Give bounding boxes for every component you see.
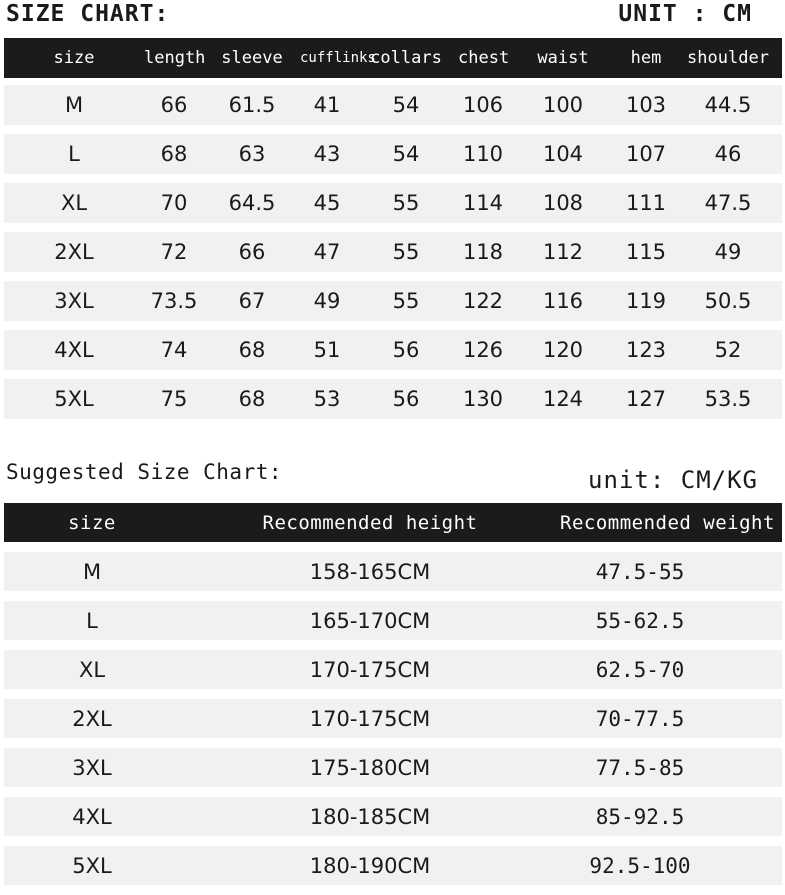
table-cell: 115 — [625, 240, 667, 264]
table-cell: 180-185CM — [309, 804, 431, 829]
table-cell: 46 — [714, 142, 742, 166]
table-cell: 2XL — [54, 240, 94, 264]
table-row — [4, 330, 782, 370]
table-cell: 77.5-85 — [595, 755, 685, 780]
table-cell: 49 — [313, 289, 341, 313]
table-cell: XL — [78, 657, 106, 682]
table-cell: 108 — [542, 191, 584, 215]
table-cell: 120 — [542, 338, 584, 362]
size-chart-header-row — [4, 38, 782, 78]
table-cell: 4XL — [72, 804, 112, 829]
header-waist: waist — [537, 48, 589, 68]
table-cell: 170-175CM — [309, 706, 431, 731]
table-cell: 41 — [313, 93, 341, 117]
table-row — [4, 846, 782, 885]
table-cell: 175-180CM — [309, 755, 431, 780]
suggested-chart-table — [4, 503, 782, 895]
table-cell: 56 — [392, 387, 420, 411]
table-row — [4, 183, 782, 223]
header-collars: collars — [370, 48, 442, 68]
table-cell: 118 — [462, 240, 504, 264]
table-cell: 170-175CM — [309, 657, 431, 682]
table-row — [4, 85, 782, 125]
table-cell: 64.5 — [228, 191, 276, 215]
header-recommended-height: Recommended height — [262, 511, 478, 534]
table-cell: 50.5 — [704, 289, 752, 313]
table-cell: 158-165CM — [309, 559, 431, 584]
header-recommended-weight: Recommended weight — [560, 511, 775, 534]
table-cell: 68 — [238, 387, 266, 411]
table-row — [4, 281, 782, 321]
table-cell: 63 — [238, 142, 266, 166]
table-cell: 70 — [160, 191, 188, 215]
header-chest: chest — [458, 48, 510, 68]
table-cell: 100 — [542, 93, 584, 117]
table-cell: 61.5 — [228, 93, 276, 117]
table-cell: 116 — [542, 289, 584, 313]
table-cell: 74 — [160, 338, 188, 362]
table-cell: 104 — [542, 142, 584, 166]
table-cell: 62.5-70 — [595, 657, 685, 682]
table-cell: 110 — [462, 142, 504, 166]
table-cell: 68 — [238, 338, 266, 362]
table-cell: 66 — [160, 93, 188, 117]
table-cell: 5XL — [54, 387, 94, 411]
table-cell: 49 — [714, 240, 742, 264]
table-cell: 47.5-55 — [595, 559, 685, 584]
table-cell: 75 — [160, 387, 188, 411]
table-cell: 43 — [313, 142, 341, 166]
table-row — [4, 232, 782, 272]
table-cell: XL — [60, 191, 88, 215]
table-cell: 72 — [160, 240, 188, 264]
table-cell: 130 — [462, 387, 504, 411]
header-size: size — [53, 48, 95, 68]
suggested-chart-title: Suggested Size Chart: — [6, 460, 283, 484]
table-cell: 68 — [160, 142, 188, 166]
table-cell: 55 — [392, 289, 420, 313]
table-cell: 52 — [714, 338, 742, 362]
header-hem: hem — [630, 48, 662, 68]
suggested-chart-unit: unit: CM/KG — [588, 466, 758, 494]
table-row — [4, 379, 782, 419]
table-cell: 92.5-100 — [589, 853, 691, 878]
table-cell: 54 — [392, 93, 420, 117]
table-cell: 111 — [625, 191, 667, 215]
size-chart-title: SIZE CHART: — [6, 1, 170, 27]
table-cell: 53 — [313, 387, 341, 411]
table-cell: 127 — [625, 387, 667, 411]
table-row — [4, 134, 782, 174]
table-cell: 180-190CM — [309, 853, 431, 878]
size-chart-table — [4, 38, 782, 428]
table-cell: 55 — [392, 191, 420, 215]
table-cell: 67 — [238, 289, 266, 313]
table-cell: 112 — [542, 240, 584, 264]
header-size: size — [68, 511, 116, 534]
table-row — [4, 699, 782, 738]
table-cell: 47.5 — [704, 191, 752, 215]
table-cell: 73.5 — [150, 289, 198, 313]
table-cell: 70-77.5 — [595, 706, 685, 731]
table-cell: 106 — [462, 93, 504, 117]
table-cell: 66 — [238, 240, 266, 264]
table-row — [4, 797, 782, 836]
table-cell: 119 — [625, 289, 667, 313]
table-row — [4, 601, 782, 640]
table-row — [4, 748, 782, 787]
header-cufflinks: cufflinks — [300, 50, 376, 66]
table-cell: 56 — [392, 338, 420, 362]
table-cell: M — [82, 559, 102, 584]
table-cell: 126 — [462, 338, 504, 362]
suggested-chart-header-row — [4, 503, 782, 542]
table-cell: 54 — [392, 142, 420, 166]
table-cell: 103 — [625, 93, 667, 117]
table-cell: 107 — [625, 142, 667, 166]
header-length: length — [144, 48, 206, 68]
table-cell: L — [86, 608, 98, 633]
table-cell: 55-62.5 — [595, 608, 685, 633]
table-cell: 123 — [625, 338, 667, 362]
table-cell: 114 — [462, 191, 504, 215]
table-cell: 4XL — [54, 338, 94, 362]
table-row — [4, 650, 782, 689]
table-cell: 53.5 — [704, 387, 752, 411]
table-cell: 5XL — [72, 853, 112, 878]
table-cell: 122 — [462, 289, 504, 313]
table-row — [4, 552, 782, 591]
table-cell: 85-92.5 — [595, 804, 685, 829]
table-cell: 45 — [313, 191, 341, 215]
table-cell: 3XL — [72, 755, 112, 780]
table-cell: L — [68, 142, 80, 166]
table-cell: 55 — [392, 240, 420, 264]
table-cell: 3XL — [54, 289, 94, 313]
size-chart-unit: UNIT : CM — [618, 1, 752, 27]
table-cell: 44.5 — [704, 93, 752, 117]
table-cell: 51 — [313, 338, 341, 362]
header-shoulder: shoulder — [687, 48, 769, 68]
table-cell: 2XL — [72, 706, 112, 731]
table-cell: M — [64, 93, 84, 117]
header-sleeve: sleeve — [221, 48, 283, 68]
table-cell: 165-170CM — [309, 608, 431, 633]
table-cell: 124 — [542, 387, 584, 411]
table-cell: 47 — [313, 240, 341, 264]
